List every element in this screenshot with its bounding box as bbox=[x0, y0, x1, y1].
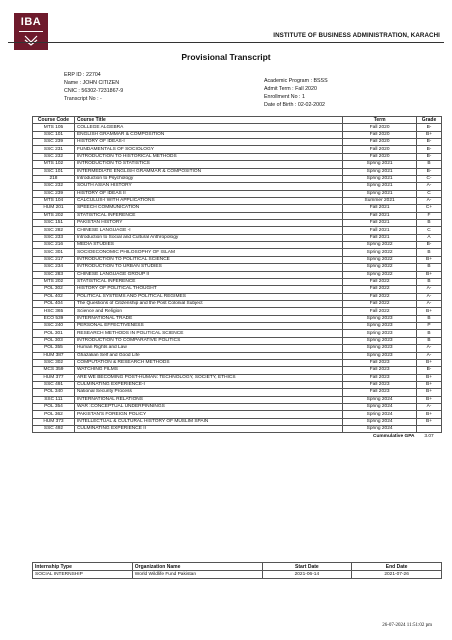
course-title: STATISTICAL INFERENCE bbox=[74, 278, 342, 285]
course-code: SSC 111 bbox=[33, 396, 75, 403]
info-label: Transcript No bbox=[64, 96, 96, 102]
course-title: WATCHING FILMS bbox=[74, 367, 342, 374]
course-title: COLLEGE ALGEBRA bbox=[74, 124, 342, 131]
course-code: HUM 377 bbox=[33, 374, 75, 381]
course-grade: B bbox=[417, 330, 442, 337]
course-term: Spring 2024 bbox=[343, 404, 417, 411]
course-grade: C bbox=[417, 190, 442, 197]
course-grade: B+ bbox=[417, 131, 442, 138]
course-term: Fall 2022 bbox=[343, 278, 417, 285]
course-code: MTS 102 bbox=[33, 161, 75, 168]
course-title: CALCULUS-I WITH APPLICATIONS bbox=[74, 197, 342, 204]
gpa-row bbox=[33, 433, 442, 440]
course-term: Spring 2023 bbox=[343, 330, 417, 337]
course-title: SOUTH ASIAN HISTORY bbox=[74, 183, 342, 190]
course-term: Spring 2023 bbox=[343, 337, 417, 344]
table-row bbox=[33, 374, 442, 381]
course-title: INTERMEDIATE ENGLISH GRAMMAR & COMPOSITION bbox=[74, 168, 342, 175]
course-term: Fall 2023 bbox=[343, 389, 417, 396]
course-grade: B bbox=[417, 249, 442, 256]
student-info-row bbox=[64, 87, 123, 95]
internship-type: SOCIAL INTERNSHIP bbox=[33, 571, 133, 579]
table-row bbox=[33, 190, 442, 197]
course-code: POL 301 bbox=[33, 330, 75, 337]
course-term: Fall 2023 bbox=[343, 367, 417, 374]
course-title: STATISTICAL INFERENCE bbox=[74, 212, 342, 219]
table-row bbox=[33, 242, 442, 249]
course-term: Fall 2022 bbox=[343, 286, 417, 293]
course-code: SSC 216 bbox=[33, 242, 75, 249]
info-separator: : bbox=[309, 78, 314, 84]
course-term: Spring 2024 bbox=[343, 418, 417, 425]
course-grade: A- bbox=[417, 197, 442, 204]
course-code: POL 355 bbox=[33, 345, 75, 352]
course-code: SSC 301 bbox=[33, 249, 75, 256]
course-code: 218 bbox=[33, 175, 75, 182]
course-grade: C- bbox=[417, 175, 442, 182]
course-term: Spring 2022 bbox=[343, 242, 417, 249]
course-code: MTS 202 bbox=[33, 212, 75, 219]
course-title: National Security Process bbox=[74, 389, 342, 396]
course-title: PAKISTAN'S FOREIGN POLICY bbox=[74, 411, 342, 418]
course-title: HISTORY OF POLITICAL THOUGHT bbox=[74, 286, 342, 293]
info-value: 56302-7231867-9 bbox=[81, 88, 124, 94]
table-row bbox=[33, 286, 442, 293]
course-grade: B+ bbox=[417, 418, 442, 425]
course-grade: F bbox=[417, 212, 442, 219]
course-code: SSC 240 bbox=[33, 323, 75, 330]
table-row bbox=[33, 175, 442, 182]
course-term: Spring 2023 bbox=[343, 315, 417, 322]
course-title: INTERNATIONAL TRADE bbox=[74, 315, 342, 322]
course-grade: A bbox=[417, 234, 442, 241]
iba-logo bbox=[14, 13, 48, 50]
info-label: ERP ID bbox=[64, 72, 82, 78]
course-term: Fall 2021 bbox=[343, 220, 417, 227]
column-header-organization: Organization Name bbox=[132, 563, 262, 571]
info-value: - bbox=[100, 96, 102, 102]
course-term: Fall 2020 bbox=[343, 124, 417, 131]
course-code: SSC 232 bbox=[33, 183, 75, 190]
course-title: RESEARCH METHODS IN POLITICAL SCIENCE bbox=[74, 330, 342, 337]
course-grade: B- bbox=[417, 242, 442, 249]
student-info-row bbox=[264, 85, 328, 93]
course-grade: B+ bbox=[417, 374, 442, 381]
start-date: 2021-06-14 bbox=[262, 571, 352, 579]
course-title: INTERNATIONAL RELATIONS bbox=[74, 396, 342, 403]
course-grade: A- bbox=[417, 183, 442, 190]
course-grade: B bbox=[417, 220, 442, 227]
course-grade: A- bbox=[417, 300, 442, 307]
gpa-value: 3.07 bbox=[424, 433, 434, 439]
course-term: Fall 2023 bbox=[343, 374, 417, 381]
internship-row bbox=[33, 571, 442, 579]
course-code: MTS 202 bbox=[33, 278, 75, 285]
page-title: Provisional Transcript bbox=[181, 52, 271, 62]
table-row bbox=[33, 146, 442, 153]
course-term: Spring 2021 bbox=[343, 168, 417, 175]
table-row bbox=[33, 418, 442, 425]
course-title: Ghazalian Self and Good Life bbox=[74, 352, 342, 359]
table-row bbox=[33, 359, 442, 366]
transcript-header-row bbox=[33, 117, 442, 124]
course-title: ENGLISH GRAMMAR & COMPOSITION bbox=[74, 131, 342, 138]
table-row bbox=[33, 411, 442, 418]
transcript-table bbox=[32, 116, 442, 440]
info-value: BSSS bbox=[313, 78, 328, 84]
course-term: Fall 2021 bbox=[343, 234, 417, 241]
table-row bbox=[33, 293, 442, 300]
info-separator: : bbox=[81, 72, 86, 78]
table-row bbox=[33, 124, 442, 131]
course-code: SSC 101 bbox=[33, 131, 75, 138]
course-grade: B- bbox=[417, 146, 442, 153]
course-code: SSC 101 bbox=[33, 168, 75, 175]
course-term: Spring 2024 bbox=[343, 411, 417, 418]
course-code: POL 404 bbox=[33, 300, 75, 307]
table-row bbox=[33, 197, 442, 204]
course-grade: A- bbox=[417, 293, 442, 300]
table-row bbox=[33, 227, 442, 234]
logo-text: IBA bbox=[20, 16, 42, 28]
info-value: 02-02-2002 bbox=[297, 102, 325, 108]
course-term: Spring 2021 bbox=[343, 183, 417, 190]
course-term: Fall 2020 bbox=[343, 153, 417, 160]
student-info-right bbox=[264, 77, 328, 109]
course-title: PERSONAL EFFECTIVENESS bbox=[74, 323, 342, 330]
course-code: POL 354 bbox=[33, 404, 75, 411]
course-term: Fall 2020 bbox=[343, 139, 417, 146]
course-title: SPEECH COMMUNICATION bbox=[74, 205, 342, 212]
course-code: SSC 302 bbox=[33, 359, 75, 366]
table-row bbox=[33, 168, 442, 175]
course-grade: B- bbox=[417, 168, 442, 175]
column-header-course-title: Course Title bbox=[74, 117, 342, 124]
table-row bbox=[33, 404, 442, 411]
course-code: SSC 491 bbox=[33, 381, 75, 388]
course-code: ECO 539 bbox=[33, 315, 75, 322]
internship-table bbox=[32, 562, 442, 579]
table-row bbox=[33, 315, 442, 322]
course-title: INTRODUCTION TO STATISTICS bbox=[74, 161, 342, 168]
course-grade: C+ bbox=[417, 205, 442, 212]
info-label: Enrollment No bbox=[264, 94, 298, 100]
info-value: Fall 2020 bbox=[295, 86, 317, 92]
course-grade: B+ bbox=[417, 271, 442, 278]
gpa-label: Cummulative GPA bbox=[373, 433, 415, 439]
info-label: Date of Birth bbox=[264, 102, 294, 108]
internship-header-row bbox=[33, 563, 442, 571]
table-row bbox=[33, 381, 442, 388]
table-row bbox=[33, 256, 442, 263]
course-grade: B- bbox=[417, 153, 442, 160]
column-header-grade: Grade bbox=[417, 117, 442, 124]
table-row bbox=[33, 278, 442, 285]
course-title: ARE WE BECOMING POST-HUMAN: TECHNOLOGY, SOCIETY, ETHICS bbox=[74, 374, 342, 381]
table-row bbox=[33, 183, 442, 190]
table-row bbox=[33, 330, 442, 337]
table-row bbox=[33, 220, 442, 227]
table-row bbox=[33, 131, 442, 138]
course-code: POL 402 bbox=[33, 293, 75, 300]
course-title: The Questions of Citizenship and the Post Colonial Subject bbox=[74, 300, 342, 307]
table-row bbox=[33, 212, 442, 219]
student-info-row bbox=[264, 77, 328, 85]
table-row bbox=[33, 153, 442, 160]
course-grade: B+ bbox=[417, 308, 442, 315]
table-row bbox=[33, 389, 442, 396]
column-header-start-date: Start Date bbox=[262, 563, 352, 571]
column-header-internship-type: Internship Type bbox=[33, 563, 133, 571]
course-title: INTELLECTUAL & CULTURAL HISTORY OF MUSLIM SPAIN bbox=[74, 418, 342, 425]
course-title: INTRODUCTION TO HISTORICAL METHODS bbox=[74, 153, 342, 160]
course-term: Spring 2022 bbox=[343, 249, 417, 256]
column-header-term: Term bbox=[343, 117, 417, 124]
student-info-row bbox=[64, 79, 123, 87]
info-value: 22704 bbox=[86, 72, 101, 78]
student-info-row bbox=[64, 71, 123, 79]
course-term: Spring 2021 bbox=[343, 175, 417, 182]
course-code: POL 303 bbox=[33, 337, 75, 344]
course-code: HUM 201 bbox=[33, 205, 75, 212]
course-title: CULMINATING EXPERIENCE II bbox=[74, 426, 342, 433]
end-date: 2021-07-26 bbox=[352, 571, 442, 579]
course-grade: A- bbox=[417, 352, 442, 359]
course-term: Fall 2022 bbox=[343, 300, 417, 307]
table-row bbox=[33, 345, 442, 352]
course-title: WAR :CONCEPTUAL UNDERPINNINGS bbox=[74, 404, 342, 411]
table-row bbox=[33, 139, 442, 146]
course-grade: B bbox=[417, 161, 442, 168]
course-grade: B+ bbox=[417, 256, 442, 263]
column-header-course-code: Course Code bbox=[33, 117, 75, 124]
course-term: Summer 2021 bbox=[343, 197, 417, 204]
info-separator: : bbox=[95, 96, 101, 102]
course-title: Science and Religion bbox=[74, 308, 342, 315]
course-code: SSC 492 bbox=[33, 426, 75, 433]
course-term: Spring 2024 bbox=[343, 396, 417, 403]
student-info-row bbox=[264, 93, 328, 101]
course-code: SSC 151 bbox=[33, 220, 75, 227]
info-separator: : bbox=[293, 102, 298, 108]
course-title: COMPUTATION & RESEARCH METHODS bbox=[74, 359, 342, 366]
course-title: PAKISTAN HISTORY bbox=[74, 220, 342, 227]
course-code: POL 362 bbox=[33, 411, 75, 418]
logo-divider bbox=[19, 31, 43, 32]
table-row bbox=[33, 426, 442, 433]
header-divider bbox=[8, 42, 444, 43]
table-row bbox=[33, 300, 442, 307]
course-term: Spring 2022 bbox=[343, 271, 417, 278]
course-grade: A- bbox=[417, 345, 442, 352]
course-code: SSC 231 bbox=[33, 146, 75, 153]
column-header-end-date: End Date bbox=[352, 563, 442, 571]
course-term: Fall 2021 bbox=[343, 205, 417, 212]
course-term: Fall 2022 bbox=[343, 293, 417, 300]
course-code: SSC 233 bbox=[33, 234, 75, 241]
course-term: Spring 2023 bbox=[343, 323, 417, 330]
course-term: Fall 2021 bbox=[343, 212, 417, 219]
course-grade: B bbox=[417, 264, 442, 271]
course-grade: B+ bbox=[417, 396, 442, 403]
course-title: Introduction to Psychology bbox=[74, 175, 342, 182]
table-row bbox=[33, 352, 442, 359]
info-value: 1 bbox=[301, 94, 305, 100]
course-term: Fall 2020 bbox=[343, 131, 417, 138]
student-info-row bbox=[264, 101, 328, 109]
course-title: MEDIA STUDIES bbox=[74, 242, 342, 249]
course-code: SSC 239 bbox=[33, 190, 75, 197]
course-term: Spring 2021 bbox=[343, 161, 417, 168]
course-title: Introduction to Social and Cultural Anthropology bbox=[74, 234, 342, 241]
table-row bbox=[33, 205, 442, 212]
info-label: CNIC bbox=[64, 88, 77, 94]
print-timestamp: 26-07-2024 11:51:02 pm bbox=[382, 623, 432, 628]
course-code: MTS 105 bbox=[33, 124, 75, 131]
course-grade: B+ bbox=[417, 411, 442, 418]
course-title: INTRODUCTION TO POLITICAL SCIENCE bbox=[74, 256, 342, 263]
course-code: HUM 387 bbox=[33, 352, 75, 359]
course-code: SSC 232 bbox=[33, 153, 75, 160]
table-row bbox=[33, 308, 442, 315]
course-grade: B bbox=[417, 337, 442, 344]
info-separator: : bbox=[78, 80, 83, 86]
course-title: CHINESE LANGUAGE GROUP II bbox=[74, 271, 342, 278]
table-row bbox=[33, 367, 442, 374]
course-term: Fall 2023 bbox=[343, 381, 417, 388]
course-grade: C bbox=[417, 227, 442, 234]
info-label: Name bbox=[64, 80, 79, 86]
course-title: CHINESE LANGUAGE -I bbox=[74, 227, 342, 234]
course-code: HUM 373 bbox=[33, 418, 75, 425]
course-grade: B bbox=[417, 315, 442, 322]
course-grade: B bbox=[417, 278, 442, 285]
table-row bbox=[33, 323, 442, 330]
course-term: Spring 2023 bbox=[343, 345, 417, 352]
info-separator: : bbox=[76, 88, 82, 94]
course-grade: B+ bbox=[417, 359, 442, 366]
organization-name: World Wildlife Fund Pakistan bbox=[132, 571, 262, 579]
course-title: POLITICAL SYSTEMS AND POLITICAL REGIMES bbox=[74, 293, 342, 300]
course-grade: B- bbox=[417, 124, 442, 131]
table-row bbox=[33, 234, 442, 241]
info-value: JOHN CITIZEN bbox=[82, 80, 120, 86]
course-code: MCS 359 bbox=[33, 367, 75, 374]
course-term: Spring 2022 bbox=[343, 264, 417, 271]
course-grade: B- bbox=[417, 367, 442, 374]
course-grade: P bbox=[417, 323, 442, 330]
course-title: Human Rights and Law bbox=[74, 345, 342, 352]
course-title: INTRODUCTION TO URBAN STUDIES bbox=[74, 264, 342, 271]
course-grade: B+ bbox=[417, 389, 442, 396]
course-term: Spring 2023 bbox=[343, 352, 417, 359]
course-code: SSC 282 bbox=[33, 227, 75, 234]
course-title: CULMINATING EXPERIENCE-I bbox=[74, 381, 342, 388]
logo-chevron-icon bbox=[23, 34, 39, 46]
course-code: SSC 283 bbox=[33, 271, 75, 278]
course-term: Fall 2021 bbox=[343, 227, 417, 234]
table-row bbox=[33, 264, 442, 271]
table-row bbox=[33, 337, 442, 344]
course-term: Spring 2022 bbox=[343, 256, 417, 263]
course-code: SSC 234 bbox=[33, 264, 75, 271]
course-title: SOCIOECONOMIC PHILOSOPHY OF ISLAM bbox=[74, 249, 342, 256]
course-code: POL 340 bbox=[33, 389, 75, 396]
course-term: Fall 2020 bbox=[343, 146, 417, 153]
course-title: INTRODUCTION TO COMPARATIVE POLITICS bbox=[74, 337, 342, 344]
course-title: HISTORY OF IDEAS II bbox=[74, 190, 342, 197]
course-term: Spring 2024 bbox=[343, 426, 417, 433]
course-grade: A- bbox=[417, 404, 442, 411]
course-grade: A- bbox=[417, 286, 442, 293]
course-grade: B- bbox=[417, 139, 442, 146]
institute-name: INSTITUTE OF BUSINESS ADMINISTRATION, KARACHI bbox=[273, 32, 440, 39]
course-term: Fall 2022 bbox=[343, 308, 417, 315]
student-info-row bbox=[64, 95, 123, 103]
course-term: Fall 2023 bbox=[343, 359, 417, 366]
table-row bbox=[33, 271, 442, 278]
course-code: POL 302 bbox=[33, 286, 75, 293]
course-code: MTS 104 bbox=[33, 197, 75, 204]
course-code: SSC 239 bbox=[33, 139, 75, 146]
info-label: Admit Term bbox=[264, 86, 291, 92]
info-separator: : bbox=[297, 94, 302, 100]
course-title: FUNDAMENTALS OF SOCIOLOGY bbox=[74, 146, 342, 153]
course-title: HISTORY OF IDEAS-I bbox=[74, 139, 342, 146]
course-term: Spring 2021 bbox=[343, 190, 417, 197]
course-code: SSC 217 bbox=[33, 256, 75, 263]
info-separator: : bbox=[290, 86, 296, 92]
info-label: Academic Program bbox=[264, 78, 310, 84]
course-grade bbox=[417, 426, 442, 433]
course-grade: B+ bbox=[417, 381, 442, 388]
course-code: HSC 365 bbox=[33, 308, 75, 315]
student-info-left bbox=[64, 71, 123, 103]
table-row bbox=[33, 161, 442, 168]
table-row bbox=[33, 249, 442, 256]
table-row bbox=[33, 396, 442, 403]
